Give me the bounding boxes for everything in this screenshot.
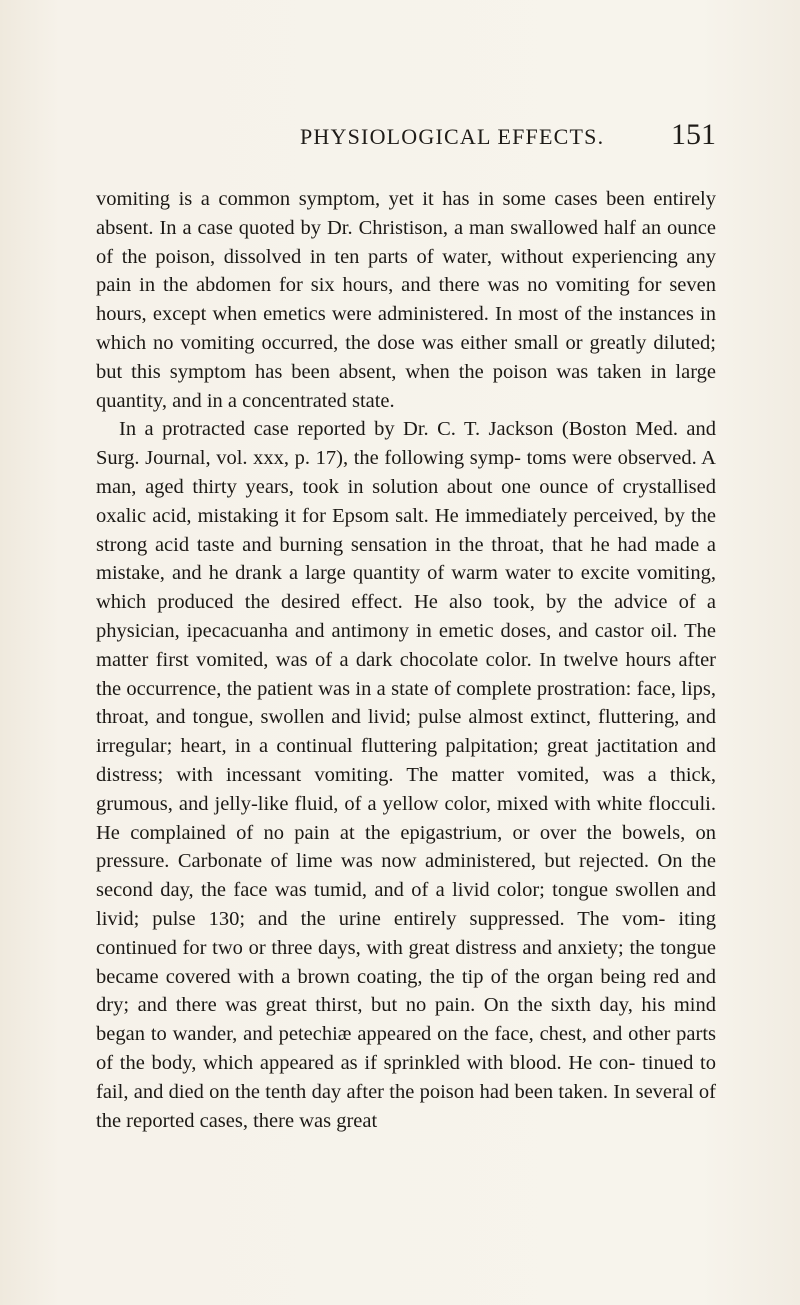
paragraph-jackson-case: In a protracted case reported by Dr. C. T. Jackson (Boston Med. and Surg. Journal, vol. xxx, p. 17), the following symp- toms were observed. A man, aged thirty years, took in solution about one ounce of crystallised oxalic acid, mistaking it for Epsom salt. He immediately perceived, by the strong acid taste and burning sensation in the throat, that he had made a mistake, and he drank a large quantity of warm water to excite vomiting, which produced the desired effect. He also took, by the advice of a physician, ipecacuanha and antimony in emetic doses, and castor oil. The matter first vomited, was of a dark chocolate color. In twelve hours after the occurrence, the patient was in a state of complete prostration: face, lips, throat, and tongue, swollen and livid; pulse almost extinct, fluttering, and irregular; heart, in a continual fluttering palpitation; great jactitation and distress; with incessant vomiting. The matter vomited, was a thick, grumous, and jelly-like fluid, of a yellow color, mixed with white flocculi. He complained of no pain at the epigastrium, or over the bowels, on pressure. Carbonate of lime was now administered, but rejected. On the second day, the face was tumid, and of a livid color; tongue swollen and livid; pulse 130; and the urine entirely suppressed. The vom- iting continued for two or three days, with great distress and anxiety; the tongue became covered with a brown coating, the tip of the organ being red and dry; and there was great thirst, but no pain. On the sixth day, his mind began to wander, and petechiæ appeared on the face, chest, and other parts of the body, which appeared as if sprinkled with blood. He con- tinued to fail, and died on the tenth day after the poison had been taken. In several of the reported cases, there was great	[96, 418, 716, 1132]
paragraph-continuation: vomiting is a common symptom, yet it has in some cases been entirely absent. In a case quoted by Dr. Christison, a man swallowed half an ounce of the poison, dissolved in ten parts of water, without experiencing any pain in the abdomen for six hours, and there was no vomiting for seven hours, except when emetics were administered. In most of the instances in which no vomiting occurred, the dose was either small or greatly diluted; but this symptom has been absent, when the poison was taken in large quantity, and in a concentrated state.	[96, 188, 716, 412]
body-text	[96, 185, 716, 1135]
page-number: 151	[671, 118, 716, 151]
running-title: PHYSIOLOGICAL EFFECTS.	[300, 124, 605, 149]
